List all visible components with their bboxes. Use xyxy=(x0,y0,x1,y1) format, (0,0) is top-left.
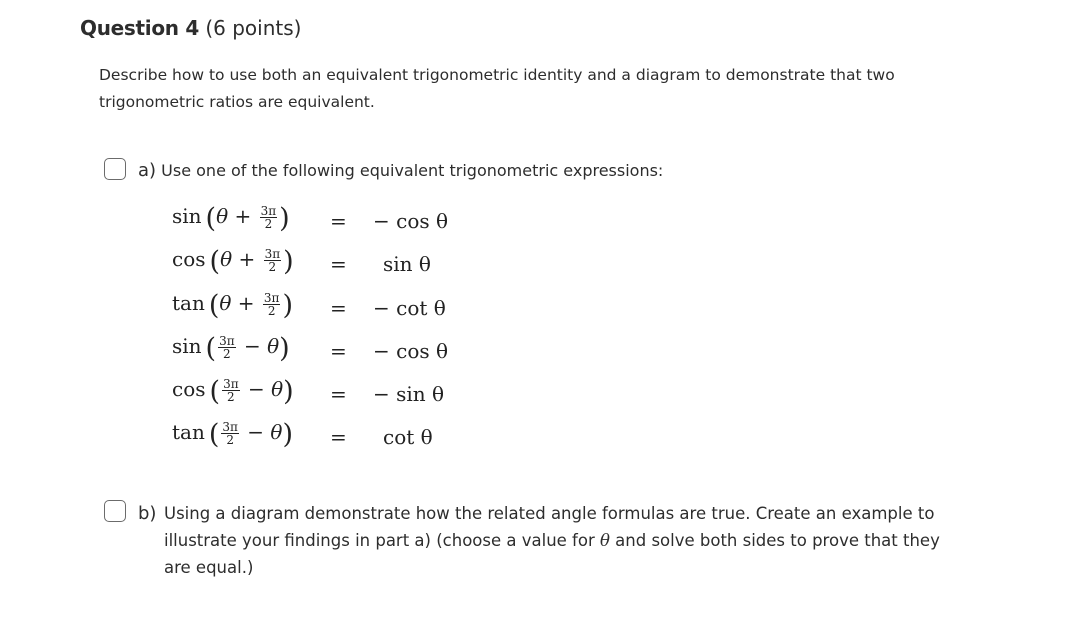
theta-symbol: θ xyxy=(271,377,284,401)
open-paren: ( xyxy=(209,376,221,407)
fraction-numerator: 3π xyxy=(219,334,235,348)
close-paren: ) xyxy=(282,419,293,450)
fraction-3pi-over-2 xyxy=(264,248,282,273)
identity-rhs: cot θ xyxy=(383,425,433,449)
plus-sign: + xyxy=(232,247,262,271)
close-paren: ) xyxy=(283,246,294,277)
fraction-denominator: 2 xyxy=(264,217,273,231)
fraction-numerator: 3π xyxy=(263,291,280,305)
part-b-checkbox[interactable] xyxy=(104,500,126,522)
close-paren: ) xyxy=(282,290,293,321)
open-paren: ( xyxy=(208,290,220,321)
part-b-theta: θ xyxy=(599,531,610,550)
part-a-checkbox[interactable] xyxy=(104,158,126,180)
fraction-denominator: 2 xyxy=(267,304,276,318)
equals-sign: = xyxy=(330,382,347,406)
fraction-3pi-over-2 xyxy=(222,378,240,403)
open-paren: ( xyxy=(205,333,217,364)
fraction-numerator: 3π xyxy=(264,247,281,261)
fraction-denominator: 2 xyxy=(226,433,234,447)
identity-lhs xyxy=(172,376,294,407)
identity-lhs xyxy=(172,419,293,450)
fraction-numerator: 3π xyxy=(222,420,238,434)
part-b-letter: b) xyxy=(138,503,157,524)
equals-sign: = xyxy=(330,425,347,449)
identity-lhs xyxy=(172,203,290,234)
trig-function: sin xyxy=(172,334,202,358)
identity-rhs: − cos θ xyxy=(373,209,449,233)
close-paren: ) xyxy=(283,376,294,407)
minus-sign: − xyxy=(241,377,272,401)
fraction-3pi-over-2 xyxy=(263,292,281,317)
part-b-text-after: and solve both sides to prove that they are equal.) xyxy=(164,531,940,577)
part-a-letter: a) xyxy=(138,160,157,181)
part-b-text-before: Using a diagram demonstrate how the related angle formulas are true. Create an example to illustrate your findings in part a) (choose a value for xyxy=(164,504,935,550)
plus-sign: + xyxy=(231,291,261,315)
trig-function: cos xyxy=(172,247,206,271)
close-paren: ) xyxy=(279,333,290,364)
part-a-label xyxy=(138,160,663,181)
fraction-3pi-over-2 xyxy=(218,335,236,360)
equals-sign: = xyxy=(330,296,347,320)
question-prompt: Describe how to use both an equivalent trigonometric identity and a diagram to demonstrate that two trigonometric ratios are equivalent. xyxy=(99,66,895,111)
fraction-denominator: 2 xyxy=(223,347,231,361)
question-title xyxy=(80,16,301,40)
trig-function: cos xyxy=(172,377,206,401)
equals-sign: = xyxy=(330,209,347,233)
theta-symbol: θ xyxy=(220,247,233,271)
minus-sign: − xyxy=(240,420,271,444)
plus-sign: + xyxy=(228,204,258,228)
open-paren: ( xyxy=(208,419,220,450)
close-paren: ) xyxy=(279,203,290,234)
theta-symbol: θ xyxy=(216,204,229,228)
open-paren: ( xyxy=(209,246,221,277)
question-number: Question 4 xyxy=(80,16,199,40)
fraction-numerator: 3π xyxy=(260,204,277,218)
theta-symbol: θ xyxy=(219,291,232,315)
trig-function: tan xyxy=(172,291,205,315)
part-a-text: Use one of the following equivalent trigonometric expressions: xyxy=(161,161,664,180)
identity-rhs: sin θ xyxy=(383,252,431,276)
identity-lhs xyxy=(172,333,290,364)
question-points: (6 points) xyxy=(205,16,302,40)
identity-rhs: − cos θ xyxy=(373,339,449,363)
trig-function: sin xyxy=(172,204,202,228)
equals-sign: = xyxy=(330,252,347,276)
minus-sign: − xyxy=(237,334,268,358)
identity-rhs: − sin θ xyxy=(373,382,445,406)
fraction-3pi-over-2 xyxy=(221,421,239,446)
identity-lhs xyxy=(172,290,293,321)
equals-sign: = xyxy=(330,339,347,363)
fraction-denominator: 2 xyxy=(268,260,277,274)
fraction-denominator: 2 xyxy=(227,390,235,404)
fraction-3pi-over-2 xyxy=(260,205,278,230)
identity-rhs: − cot θ xyxy=(373,296,446,320)
identity-lhs xyxy=(172,246,294,277)
open-paren: ( xyxy=(205,203,217,234)
part-b-text xyxy=(164,500,944,581)
theta-symbol: θ xyxy=(270,420,283,444)
fraction-numerator: 3π xyxy=(223,377,239,391)
trig-function: tan xyxy=(172,420,205,444)
theta-symbol: θ xyxy=(267,334,280,358)
